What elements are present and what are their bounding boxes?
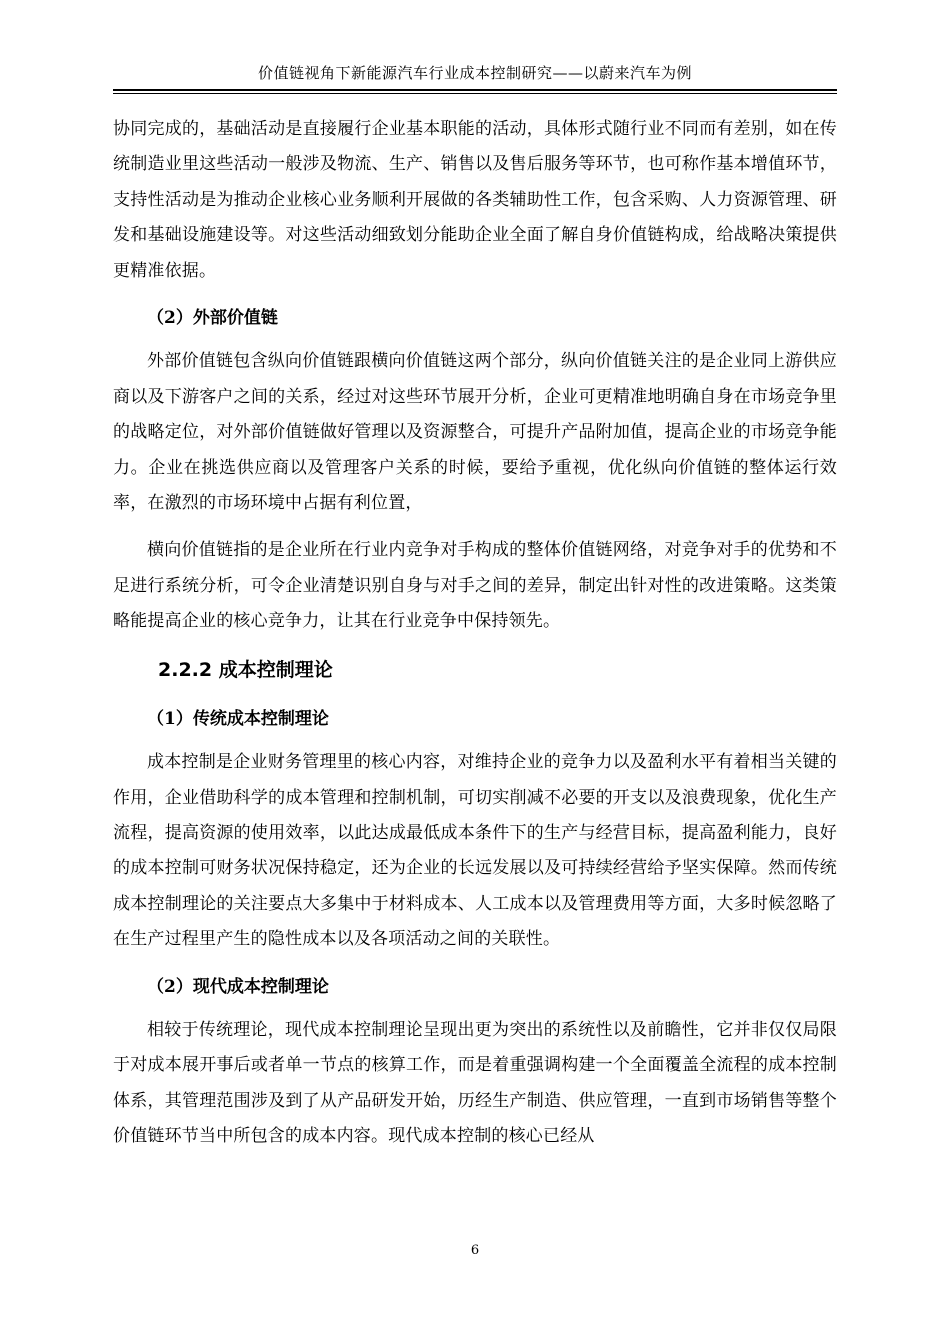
paragraph-horizontal-value-chain: 横向价值链指的是企业所在行业内竞争对手构成的整体价值链网络，对竞争对手的优势和不足进行系统分析，可令企业清楚识别自身与对手之间的差异，制定出针对性的改进策略。这类策略能提高企业的核心竞争力，让其在行业竞争中保持领先。 [113,540,837,632]
subheading-external-value-chain: （2）外部价值链 [147,308,278,329]
running-header: 价值链视角下新能源汽车行业成本控制研究——以蔚来汽车为例 [257,64,692,82]
subheading-modern-cost-control: （2）现代成本控制理论 [147,976,329,997]
subheading-traditional-cost-control: （1）传统成本控制理论 [147,708,329,729]
document-body [113,112,837,1155]
page-number: 6 [470,1243,480,1258]
paragraph-traditional-cost-control: 成本控制是企业财务管理里的核心内容，对维持企业的竞争力以及盈利水平有着相当关键的作用，企业借助科学的成本管理和控制机制，可切实削减不必要的开支以及浪费现象，优化生产流程，提高资源的使用效率，以此达成最低成本条件下的生产与经营目标，提高盈利能力，良好的成本控制可财务状况保持稳定，还为企业的长远发展以及可持续经营给予坚实保障。然而传统成本控制理论的关注要点大多集中于材料成本、人工成本以及管理费用等方面，大多时候忽略了在生产过程里产生的隐性成本以及各项活动之间的关联性。 [113,752,837,950]
header-rule-thin [113,93,837,94]
paragraph-value-chain-activities: 协同完成的，基础活动是直接履行企业基本职能的活动，具体形式随行业不同而有差别，如在传统制造业里这些活动一般涉及物流、生产、销售以及售后服务等环节，也可称作基本增值环节，支持性活动是为推动企业核心业务顺利开展做的各类辅助性工作，包含采购、人力资源管理、研发和基础设施建设等。对这些活动细致划分能助企业全面了解自身价值链构成，给战略决策提供更精准依据。 [113,119,837,281]
paragraph-external-value-chain: 外部价值链包含纵向价值链跟横向价值链这两个部分，纵向价值链关注的是企业同上游供应商以及下游客户之间的关系，经过对这些环节展开分析，企业可更精准地明确自身在市场竞争里的战略定位，对外部价值链做好管理以及资源整合，可提升产品附加值，提高企业的市场竞争能力。企业在挑选供应商以及管理客户关系的时候，要给予重视，优化纵向价值链的整体运行效率，在激烈的市场环境中占据有利位置， [113,351,837,514]
section-heading-cost-control-theory: 2.2.2 成本控制理论 [158,658,333,681]
header-rule [113,89,837,91]
paragraph-modern-cost-control: 相较于传统理论，现代成本控制理论呈现出更为突出的系统性以及前瞻性，它并非仅仅局限于对成本展开事后或者单一节点的核算工作，而是着重强调构建一个全面覆盖全流程的成本控制体系，其管理范围涉及到了从产品研发开始，历经生产制造、供应管理，一直到市场销售等整个价值链环节当中所包含的成本内容。现代成本控制的核心已经从 [113,1019,837,1147]
